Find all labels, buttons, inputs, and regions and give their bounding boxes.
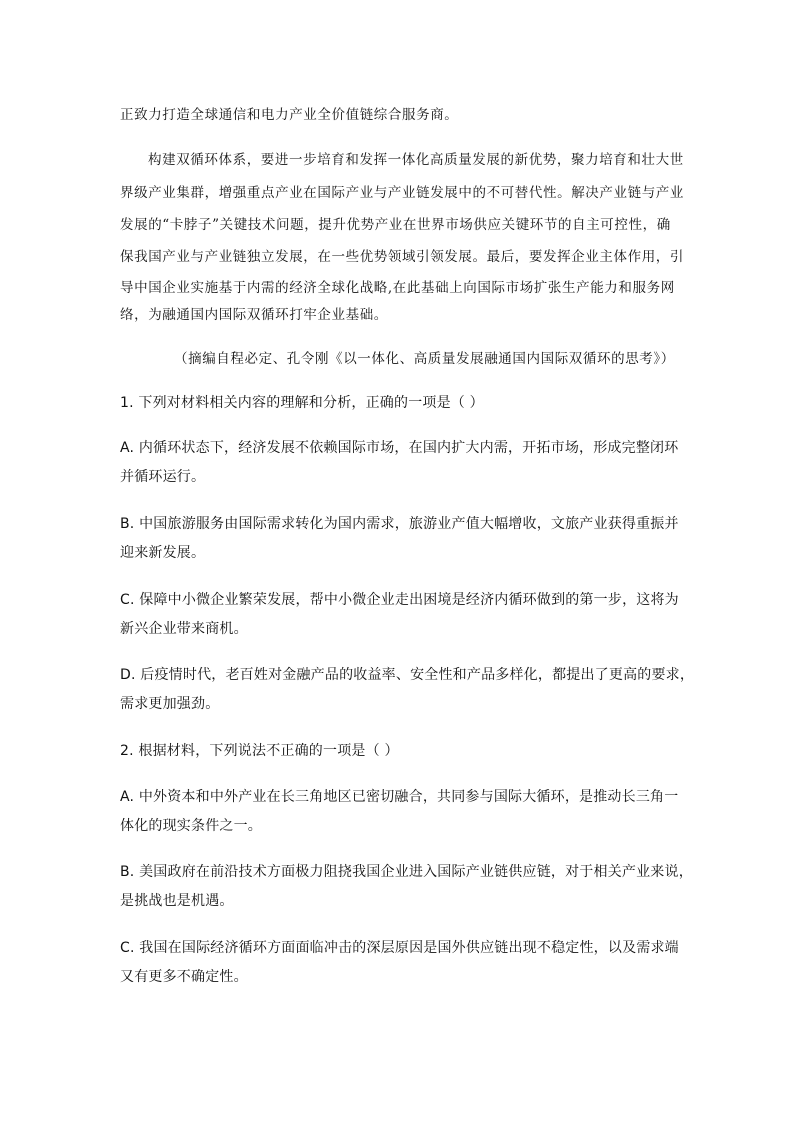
passage-line: 界级产业集群，增强重点产业在国际产业与产业链发展中的不可替代性。解决产业链与产业 [120,185,684,201]
passage-line: 保我国产业与产业链独立发展，在一些优势领域引领发展。最后，要发挥企业主体作用，引 [120,249,684,265]
option-line: 新兴企业带来商机。 [120,621,248,637]
passage-line: 络，为融通国内国际双循环打牢企业基础。 [120,307,388,323]
question-stem: 2. 根据材料，下列说法不正确的一项是（ ） [120,743,399,759]
passage-line: 正致力打造全球通信和电力产业全价值链综合服务商。 [120,107,459,123]
question-stem: 1. 下列对材料相关内容的理解和分析，正确的一项是（ ） [120,395,484,411]
citation: （摘编自程必定、孔令刚《以一体化、高质量发展融通国内国际双循环的思考》） [174,351,675,367]
option-line: B. 中国旅游服务由国际需求转化为国内需求，旅游业产值大幅增收，文旅产业获得重振并 [120,516,679,532]
option-line: C. 保障中小微企业繁荣发展，帮中小微企业走出困境是经济内循环做到的第一步，这将为 [120,592,679,608]
option-line: 体化的现实条件之一。 [120,818,262,834]
passage-line: 构建双循环体系，要进一步培育和发挥一体化高质量发展的新优势，聚力培育和壮大世 [148,152,684,168]
option-line: A. 内循环状态下，经济发展不依赖国际市场，在国内扩大内需，开拓市场，形成完整闭环 [120,440,679,456]
option-line: A. 中外资本和中外产业在长三角地区已密切融合，共同参与国际大循环，是推动长三角一 [120,789,679,805]
passage-line: 发展的“卡脖子”关键技术问题，提升优势产业在世界市场供应关键环节的自主可控性，确 [120,217,671,233]
option-line: B. 美国政府在前沿技术方面极力阻挠我国企业进入国际产业链供应链，对于相关产业来说， [120,864,693,880]
option-line: 是挑战也是机遇。 [120,893,234,909]
option-line: 并循环运行。 [120,469,206,485]
option-line: 又有更多不确定性。 [120,969,248,985]
option-line: 迎来新发展。 [120,545,206,561]
passage-line: 导中国企业实施基于内需的经济全球化战略,在此基础上向国际市场扩张生产能力和服务网 [120,280,675,296]
option-line: C. 我国在国际经济循环方面面临冲击的深层原因是国外供应链出现不稳定性，以及需求端 [120,940,679,956]
option-line: D. 后疫情时代，老百姓对金融产品的收益率、安全性和产品多样化，都提出了更高的要求， [120,667,695,683]
option-line: 需求更加强劲。 [120,696,220,712]
